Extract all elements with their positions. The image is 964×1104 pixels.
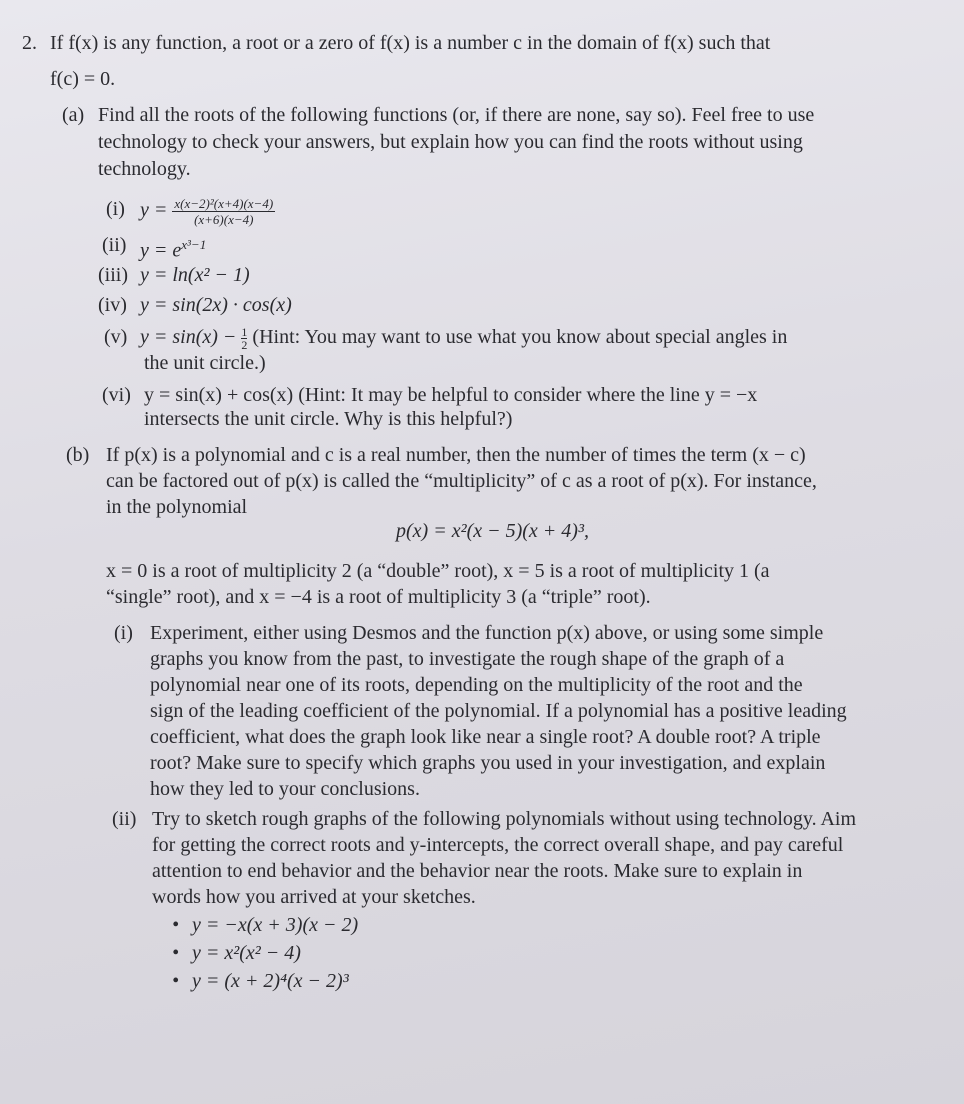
bullet-item [172, 940, 301, 966]
item-v-half-num: 1 [241, 324, 248, 339]
sub-ii-label: (ii) [112, 808, 137, 830]
item-i-equation [140, 196, 275, 227]
item-i-fraction [172, 196, 275, 227]
item-iv-label: (iv) [98, 294, 127, 316]
part-a-line1: Find all the roots of the following functions (or, if there are none, say so). Feel free to use [98, 104, 815, 126]
part-b-line5: “single” root), and x = −4 is a root of multiplicity 3 (a “triple” root). [106, 586, 651, 608]
item-v-half [241, 326, 247, 351]
bullet-equation: y = (x + 2)⁴(x − 2)³ [192, 970, 349, 992]
bullet-icon: • [172, 942, 180, 964]
part-b-equation: p(x) = x²(x − 5)(x + 4)³, [396, 520, 589, 542]
sub-i-line: how they led to your conclusions. [150, 778, 420, 800]
part-a-label: (a) [62, 104, 85, 126]
item-i-label: (i) [106, 198, 125, 220]
item-ii-exponent: x³−1 [181, 237, 207, 252]
problem-intro-line2: f(c) = 0. [50, 68, 116, 90]
item-v-expression: y = sin(x) − [140, 326, 237, 348]
item-ii-equation [140, 232, 206, 264]
item-vi-line1: y = sin(x) + cos(x) (Hint: It may be helpful to consider where the line y = −x [144, 384, 758, 406]
bullet-item [172, 912, 358, 938]
item-v-label: (v) [104, 326, 128, 348]
part-b-line4: x = 0 is a root of multiplicity 2 (a “double” root), x = 5 is a root of multiplicity 1 (a [106, 560, 770, 582]
sub-i-line: root? Make sure to specify which graphs you used in your investigation, and explain [150, 752, 826, 774]
part-b-line2: can be factored out of p(x) is called the “multiplicity” of c as a root of p(x). For instance, [106, 470, 817, 492]
problem-number: 2. [22, 32, 37, 54]
sub-ii-line: for getting the correct roots and y-intercepts, the correct overall shape, and pay careful [152, 834, 844, 856]
sub-ii-line: Try to sketch rough graphs of the following polynomials without using technology. Aim [152, 808, 857, 830]
item-v-line2: the unit circle.) [144, 352, 266, 374]
item-vi-label: (vi) [102, 384, 131, 406]
item-ii-label: (ii) [102, 234, 127, 256]
item-v-hint: (Hint: You may want to use what you know about special angles in [252, 326, 788, 348]
sub-ii-line: attention to end behavior and the behavior near the roots. Make sure to explain in [152, 860, 803, 882]
sub-i-line: sign of the leading coefficient of the polynomial. If a polynomial has a positive leading [150, 700, 847, 722]
bullet-icon: • [172, 914, 180, 936]
part-b-line3: in the polynomial [106, 496, 248, 518]
sub-i-label: (i) [114, 622, 133, 644]
sub-i-line: polynomial near one of its roots, depending on the multiplicity of the root and the [150, 674, 803, 696]
sub-i-line: graphs you know from the past, to investigate the rough shape of the graph of a [150, 648, 785, 670]
item-vi-line2: intersects the unit circle. Why is this helpful?) [144, 408, 513, 430]
item-v-half-den: 2 [241, 337, 248, 352]
item-iv-equation: y = sin(2x) · cos(x) [140, 294, 292, 316]
part-a-line3: technology. [98, 158, 191, 180]
item-i-numerator: x(x−2)²(x+4)(x−4) [174, 196, 274, 211]
bullet-equation: y = x²(x² − 4) [192, 942, 301, 964]
problem-intro-line1: If f(x) is any function, a root or a zero of f(x) is a number c in the domain of f(x) such that [50, 32, 771, 54]
part-b-label: (b) [66, 444, 90, 466]
part-b-line1: If p(x) is a polynomial and c is a real number, then the number of times the term (x − c) [106, 444, 806, 466]
item-v-content [140, 324, 787, 351]
item-i-prefix: y = [140, 199, 168, 222]
item-iii-equation: y = ln(x² − 1) [140, 264, 250, 286]
item-i-denominator: (x+6)(x−4) [194, 212, 254, 227]
sub-i-line: Experiment, either using Desmos and the function p(x) above, or using some simple [150, 622, 824, 644]
bullet-item [172, 968, 349, 994]
bullet-icon: • [172, 970, 180, 992]
sub-i-line: coefficient, what does the graph look like near a single root? A double root? A triple [150, 726, 821, 748]
sub-ii-line: words how you arrived at your sketches. [152, 886, 476, 908]
item-iii-label: (iii) [98, 264, 128, 286]
item-ii-text: y = e [140, 239, 182, 262]
part-a-line2: technology to check your answers, but explain how you can find the roots without using [98, 131, 803, 153]
bullet-equation: y = −x(x + 3)(x − 2) [192, 914, 359, 936]
